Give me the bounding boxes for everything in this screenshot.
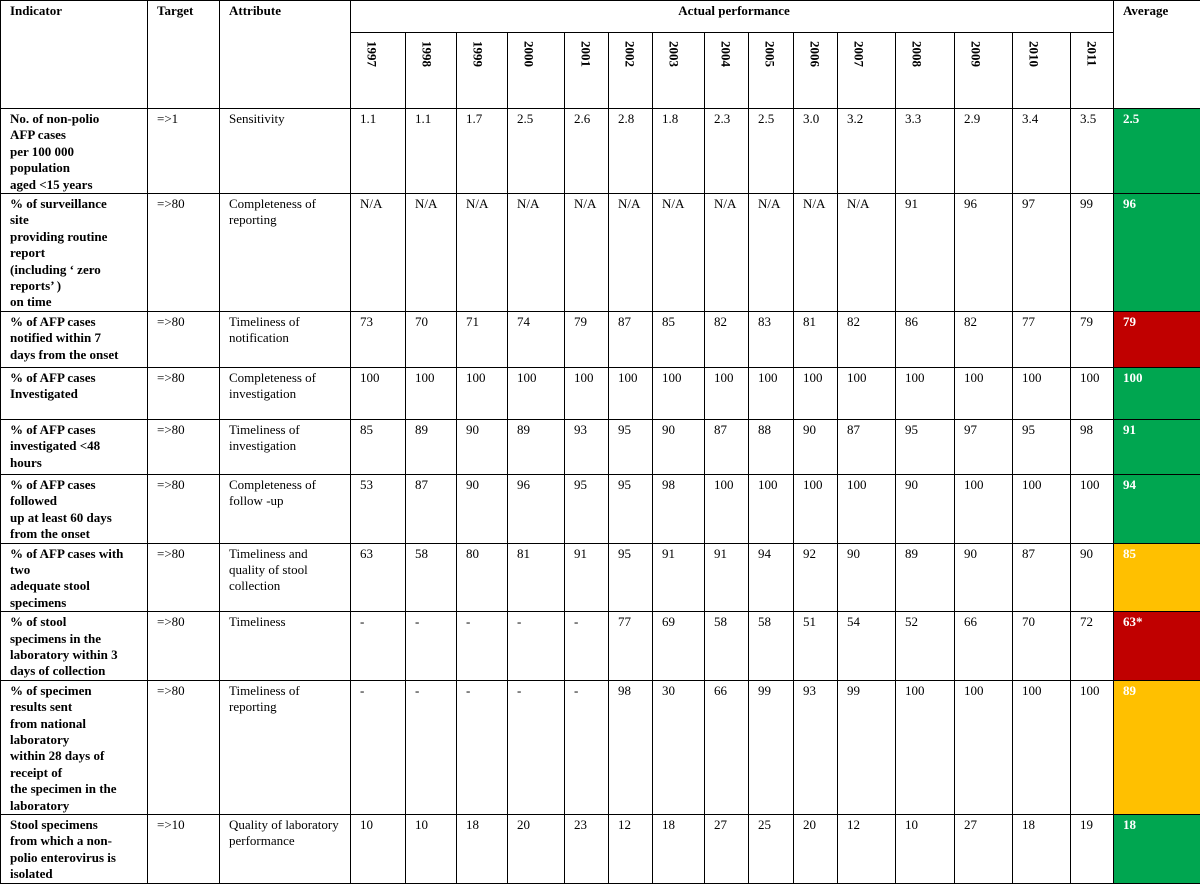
value-cell: 90 bbox=[955, 543, 1013, 612]
value-cell: 100 bbox=[653, 367, 705, 419]
indicator-cell: Stool specimens from which a non- polio enterovirus is isolated bbox=[1, 815, 148, 884]
value-cell: 87 bbox=[705, 419, 749, 474]
value-cell: 2.8 bbox=[609, 109, 653, 194]
year-label: 2009 bbox=[967, 41, 983, 67]
value-cell: - bbox=[406, 612, 457, 681]
value-cell: 100 bbox=[1071, 680, 1114, 814]
value-cell: 100 bbox=[896, 680, 955, 814]
value-cell: 72 bbox=[1071, 612, 1114, 681]
value-cell: 81 bbox=[794, 311, 838, 367]
value-cell: N/A bbox=[653, 194, 705, 312]
year-header bbox=[406, 33, 457, 109]
table-row bbox=[1, 543, 1200, 612]
value-cell: 91 bbox=[653, 543, 705, 612]
year-header bbox=[508, 33, 565, 109]
value-cell: 98 bbox=[653, 474, 705, 543]
value-cell: - bbox=[351, 612, 406, 681]
value-cell: 90 bbox=[896, 474, 955, 543]
year-header bbox=[896, 33, 955, 109]
average-cell: 63* bbox=[1114, 612, 1200, 681]
indicator-cell: % of surveillance site providing routine report (including ‘ zero reports’ ) on time bbox=[1, 194, 148, 312]
value-cell: - bbox=[351, 680, 406, 814]
value-cell: 63 bbox=[351, 543, 406, 612]
value-cell: 99 bbox=[838, 680, 896, 814]
table-row bbox=[1, 474, 1200, 543]
year-label: 2006 bbox=[806, 41, 822, 67]
header-actual-performance: Actual performance bbox=[351, 1, 1114, 33]
value-cell: N/A bbox=[838, 194, 896, 312]
year-header bbox=[565, 33, 609, 109]
value-cell: 100 bbox=[705, 367, 749, 419]
value-cell: 87 bbox=[406, 474, 457, 543]
target-cell: =>80 bbox=[148, 612, 220, 681]
value-cell: N/A bbox=[565, 194, 609, 312]
average-cell: 96 bbox=[1114, 194, 1200, 312]
year-header bbox=[838, 33, 896, 109]
attribute-cell: Completeness of follow -up bbox=[220, 474, 351, 543]
value-cell: 71 bbox=[457, 311, 508, 367]
average-cell: 89 bbox=[1114, 680, 1200, 814]
year-label: 1999 bbox=[469, 41, 485, 67]
year-header bbox=[794, 33, 838, 109]
value-cell: 85 bbox=[351, 419, 406, 474]
value-cell: 58 bbox=[749, 612, 794, 681]
value-cell: 100 bbox=[838, 474, 896, 543]
target-cell: =>80 bbox=[148, 419, 220, 474]
year-label: 2001 bbox=[577, 41, 593, 67]
value-cell: N/A bbox=[457, 194, 508, 312]
value-cell: 90 bbox=[794, 419, 838, 474]
attribute-cell: Completeness of reporting bbox=[220, 194, 351, 312]
header-attribute: Attribute bbox=[220, 1, 351, 109]
value-cell: 98 bbox=[609, 680, 653, 814]
value-cell: 95 bbox=[609, 474, 653, 543]
value-cell: 100 bbox=[1071, 367, 1114, 419]
header-average: Average bbox=[1114, 1, 1200, 109]
value-cell: N/A bbox=[609, 194, 653, 312]
value-cell: 100 bbox=[457, 367, 508, 419]
year-label: 2003 bbox=[665, 41, 681, 67]
value-cell: 20 bbox=[508, 815, 565, 884]
value-cell: N/A bbox=[794, 194, 838, 312]
value-cell: 2.9 bbox=[955, 109, 1013, 194]
value-cell: 100 bbox=[1071, 474, 1114, 543]
value-cell: 100 bbox=[955, 367, 1013, 419]
value-cell: - bbox=[565, 612, 609, 681]
year-header bbox=[609, 33, 653, 109]
value-cell: 82 bbox=[838, 311, 896, 367]
value-cell: 10 bbox=[351, 815, 406, 884]
year-label: 1997 bbox=[363, 41, 379, 67]
value-cell: 1.7 bbox=[457, 109, 508, 194]
year-header bbox=[705, 33, 749, 109]
value-cell: 94 bbox=[749, 543, 794, 612]
value-cell: 89 bbox=[896, 543, 955, 612]
header-indicator: Indicator bbox=[1, 1, 148, 109]
table-row bbox=[1, 194, 1200, 312]
value-cell: 82 bbox=[955, 311, 1013, 367]
value-cell: 23 bbox=[565, 815, 609, 884]
average-cell: 94 bbox=[1114, 474, 1200, 543]
value-cell: 52 bbox=[896, 612, 955, 681]
value-cell: 1.1 bbox=[351, 109, 406, 194]
value-cell: 99 bbox=[1071, 194, 1114, 312]
attribute-cell: Timeliness bbox=[220, 612, 351, 681]
value-cell: 69 bbox=[653, 612, 705, 681]
value-cell: 92 bbox=[794, 543, 838, 612]
target-cell: =>80 bbox=[148, 194, 220, 312]
value-cell: 3.4 bbox=[1013, 109, 1071, 194]
value-cell: 77 bbox=[1013, 311, 1071, 367]
value-cell: 19 bbox=[1071, 815, 1114, 884]
value-cell: 95 bbox=[609, 419, 653, 474]
value-cell: 95 bbox=[609, 543, 653, 612]
value-cell: 100 bbox=[1013, 680, 1071, 814]
value-cell: - bbox=[565, 680, 609, 814]
value-cell: N/A bbox=[406, 194, 457, 312]
value-cell: 12 bbox=[838, 815, 896, 884]
indicator-cell: % of AFP cases followed up at least 60 days from the onset bbox=[1, 474, 148, 543]
value-cell: 93 bbox=[565, 419, 609, 474]
value-cell: 70 bbox=[1013, 612, 1071, 681]
attribute-cell: Timeliness of investigation bbox=[220, 419, 351, 474]
year-label: 2007 bbox=[850, 41, 866, 67]
value-cell: 100 bbox=[896, 367, 955, 419]
attribute-cell: Timeliness and quality of stool collection bbox=[220, 543, 351, 612]
value-cell: 66 bbox=[955, 612, 1013, 681]
value-cell: 54 bbox=[838, 612, 896, 681]
table-row bbox=[1, 419, 1200, 474]
value-cell: 95 bbox=[1013, 419, 1071, 474]
value-cell: 99 bbox=[749, 680, 794, 814]
year-header bbox=[653, 33, 705, 109]
year-label: 2004 bbox=[717, 41, 733, 67]
value-cell: 100 bbox=[705, 474, 749, 543]
target-cell: =>80 bbox=[148, 367, 220, 419]
indicator-cell: No. of non-polio AFP cases per 100 000 population aged <15 years bbox=[1, 109, 148, 194]
value-cell: 20 bbox=[794, 815, 838, 884]
year-label: 2002 bbox=[621, 41, 637, 67]
average-cell: 79 bbox=[1114, 311, 1200, 367]
value-cell: 2.6 bbox=[565, 109, 609, 194]
value-cell: N/A bbox=[351, 194, 406, 312]
value-cell: 10 bbox=[896, 815, 955, 884]
value-cell: - bbox=[508, 612, 565, 681]
value-cell: 93 bbox=[794, 680, 838, 814]
value-cell: 27 bbox=[955, 815, 1013, 884]
table-row bbox=[1, 109, 1200, 194]
value-cell: 51 bbox=[794, 612, 838, 681]
value-cell: 95 bbox=[896, 419, 955, 474]
year-label: 2005 bbox=[761, 41, 777, 67]
indicator-cell: % of AFP cases notified within 7 days from the onset bbox=[1, 311, 148, 367]
value-cell: 79 bbox=[565, 311, 609, 367]
value-cell: 3.5 bbox=[1071, 109, 1114, 194]
value-cell: 25 bbox=[749, 815, 794, 884]
table-row bbox=[1, 612, 1200, 681]
value-cell: 100 bbox=[609, 367, 653, 419]
value-cell: 100 bbox=[955, 474, 1013, 543]
average-cell: 85 bbox=[1114, 543, 1200, 612]
year-header bbox=[457, 33, 508, 109]
target-cell: =>10 bbox=[148, 815, 220, 884]
table-body bbox=[1, 109, 1200, 884]
attribute-cell: Sensitivity bbox=[220, 109, 351, 194]
value-cell: 91 bbox=[896, 194, 955, 312]
value-cell: 97 bbox=[1013, 194, 1071, 312]
value-cell: 18 bbox=[653, 815, 705, 884]
table-row bbox=[1, 367, 1200, 419]
value-cell: 90 bbox=[1071, 543, 1114, 612]
value-cell: 100 bbox=[838, 367, 896, 419]
average-cell: 2.5 bbox=[1114, 109, 1200, 194]
value-cell: - bbox=[457, 680, 508, 814]
value-cell: 87 bbox=[609, 311, 653, 367]
value-cell: 87 bbox=[1013, 543, 1071, 612]
value-cell: 12 bbox=[609, 815, 653, 884]
value-cell: 97 bbox=[955, 419, 1013, 474]
year-label: 2008 bbox=[908, 41, 924, 67]
average-cell: 100 bbox=[1114, 367, 1200, 419]
value-cell: 70 bbox=[406, 311, 457, 367]
value-cell: 100 bbox=[955, 680, 1013, 814]
year-label: 2000 bbox=[520, 41, 536, 67]
value-cell: 18 bbox=[1013, 815, 1071, 884]
value-cell: 98 bbox=[1071, 419, 1114, 474]
year-header bbox=[1071, 33, 1114, 109]
value-cell: 66 bbox=[705, 680, 749, 814]
table-row bbox=[1, 815, 1200, 884]
value-cell: 82 bbox=[705, 311, 749, 367]
indicator-cell: % of stool specimens in the laboratory within 3 days of collection bbox=[1, 612, 148, 681]
value-cell: 100 bbox=[508, 367, 565, 419]
average-cell: 18 bbox=[1114, 815, 1200, 884]
value-cell: 53 bbox=[351, 474, 406, 543]
value-cell: 1.8 bbox=[653, 109, 705, 194]
header-target: Target bbox=[148, 1, 220, 109]
value-cell: 3.0 bbox=[794, 109, 838, 194]
indicator-cell: % of AFP cases with two adequate stool specimens bbox=[1, 543, 148, 612]
value-cell: 100 bbox=[794, 367, 838, 419]
value-cell: 91 bbox=[565, 543, 609, 612]
value-cell: 18 bbox=[457, 815, 508, 884]
value-cell: 89 bbox=[508, 419, 565, 474]
value-cell: 79 bbox=[1071, 311, 1114, 367]
table-row bbox=[1, 680, 1200, 814]
value-cell: N/A bbox=[705, 194, 749, 312]
value-cell: 58 bbox=[406, 543, 457, 612]
target-cell: =>80 bbox=[148, 680, 220, 814]
value-cell: 74 bbox=[508, 311, 565, 367]
year-label: 2011 bbox=[1083, 41, 1099, 66]
attribute-cell: Timeliness of notification bbox=[220, 311, 351, 367]
value-cell: 100 bbox=[351, 367, 406, 419]
indicator-cell: % of AFP cases Investigated bbox=[1, 367, 148, 419]
year-header bbox=[749, 33, 794, 109]
value-cell: 77 bbox=[609, 612, 653, 681]
attribute-cell: Completeness of investigation bbox=[220, 367, 351, 419]
value-cell: 100 bbox=[749, 474, 794, 543]
value-cell: - bbox=[406, 680, 457, 814]
value-cell: 80 bbox=[457, 543, 508, 612]
value-cell: 85 bbox=[653, 311, 705, 367]
value-cell: 2.5 bbox=[508, 109, 565, 194]
value-cell: 96 bbox=[955, 194, 1013, 312]
value-cell: 3.3 bbox=[896, 109, 955, 194]
value-cell: 100 bbox=[406, 367, 457, 419]
value-cell: 95 bbox=[565, 474, 609, 543]
attribute-cell: Quality of laboratory performance bbox=[220, 815, 351, 884]
target-cell: =>1 bbox=[148, 109, 220, 194]
value-cell: N/A bbox=[749, 194, 794, 312]
value-cell: 91 bbox=[705, 543, 749, 612]
target-cell: =>80 bbox=[148, 543, 220, 612]
value-cell: 100 bbox=[749, 367, 794, 419]
value-cell: 58 bbox=[705, 612, 749, 681]
value-cell: 10 bbox=[406, 815, 457, 884]
value-cell: 89 bbox=[406, 419, 457, 474]
value-cell: 100 bbox=[1013, 367, 1071, 419]
target-cell: =>80 bbox=[148, 311, 220, 367]
value-cell: 96 bbox=[508, 474, 565, 543]
value-cell: 90 bbox=[653, 419, 705, 474]
indicator-cell: % of AFP cases investigated <48 hours bbox=[1, 419, 148, 474]
value-cell: 100 bbox=[1013, 474, 1071, 543]
value-cell: 100 bbox=[794, 474, 838, 543]
value-cell: 30 bbox=[653, 680, 705, 814]
year-header bbox=[955, 33, 1013, 109]
value-cell: 86 bbox=[896, 311, 955, 367]
value-cell: N/A bbox=[508, 194, 565, 312]
value-cell: 2.3 bbox=[705, 109, 749, 194]
target-cell: =>80 bbox=[148, 474, 220, 543]
value-cell: 88 bbox=[749, 419, 794, 474]
value-cell: 73 bbox=[351, 311, 406, 367]
value-cell: 3.2 bbox=[838, 109, 896, 194]
year-header bbox=[351, 33, 406, 109]
value-cell: 90 bbox=[457, 474, 508, 543]
indicator-cell: % of specimen results sent from national laboratory within 28 days of receipt of the specimen in the laboratory bbox=[1, 680, 148, 814]
value-cell: 90 bbox=[838, 543, 896, 612]
value-cell: 2.5 bbox=[749, 109, 794, 194]
value-cell: 81 bbox=[508, 543, 565, 612]
value-cell: 27 bbox=[705, 815, 749, 884]
average-cell: 91 bbox=[1114, 419, 1200, 474]
attribute-cell: Timeliness of reporting bbox=[220, 680, 351, 814]
value-cell: 100 bbox=[565, 367, 609, 419]
value-cell: 83 bbox=[749, 311, 794, 367]
value-cell: - bbox=[508, 680, 565, 814]
year-label: 2010 bbox=[1025, 41, 1041, 67]
value-cell: 90 bbox=[457, 419, 508, 474]
table-row bbox=[1, 311, 1200, 367]
table-head bbox=[1, 1, 1200, 109]
value-cell: - bbox=[457, 612, 508, 681]
value-cell: 87 bbox=[838, 419, 896, 474]
value-cell: 1.1 bbox=[406, 109, 457, 194]
year-label: 1998 bbox=[418, 41, 434, 67]
year-header bbox=[1013, 33, 1071, 109]
